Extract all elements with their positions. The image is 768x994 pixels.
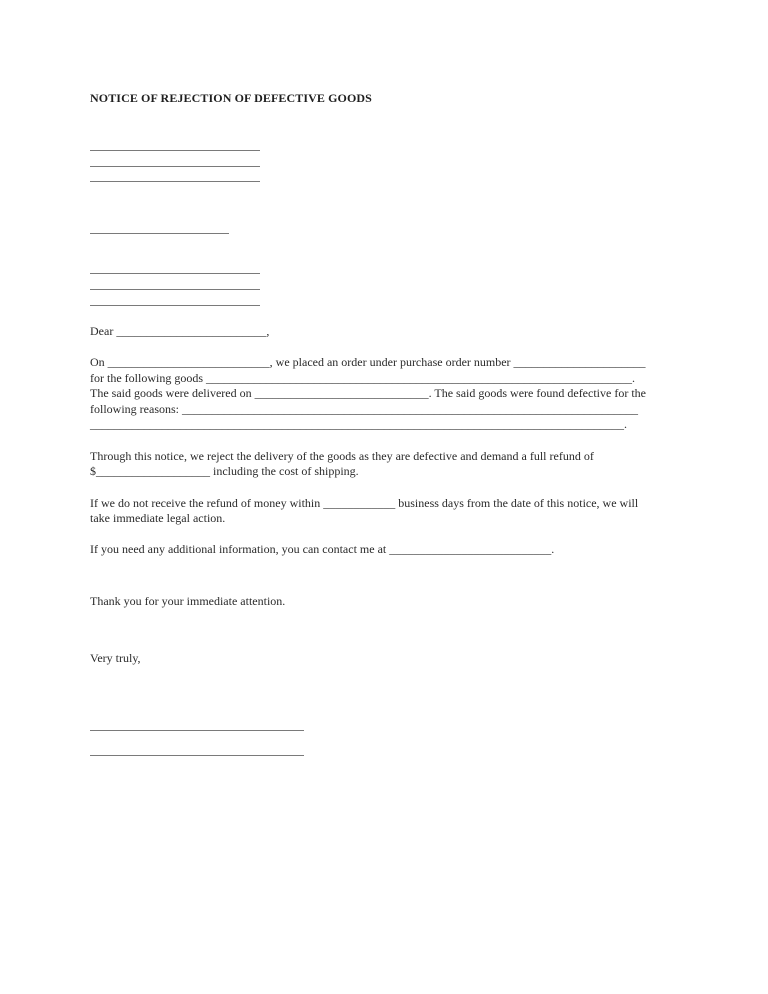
paragraph-1-line-1: On ___________________________, we placed an order under purchase order number ______________________ [90,355,646,369]
paragraph-1-line-4: following reasons: ____________________________________________________________________________ [90,402,638,416]
paragraph-4: If you need any additional information, you can contact me at ___________________________. [90,542,555,556]
closing: Very truly, [90,651,141,665]
document-title: NOTICE OF REJECTION OF DEFECTIVE GOODS [90,91,372,105]
sender-address-line-2 [90,166,260,167]
sender-address-line-1 [90,150,260,151]
salutation: Dear _________________________, [90,324,270,338]
paragraph-1-line-3: The said goods were delivered on _____________________________. The said goods were found defective for the [90,386,646,400]
recipient-address-line-1 [90,273,260,274]
paragraph-3-line-2: take immediate legal action. [90,511,226,525]
signature-line [90,730,304,731]
paragraph-3-line-1: If we do not receive the refund of money within ____________ business days from the date of this notice, we will [90,496,639,510]
paragraph-1-line-2: for the following goods _______________________________________________________________________. [90,371,635,385]
sender-address-line-3 [90,181,260,182]
date-line [90,233,229,234]
recipient-address-line-2 [90,289,260,290]
paragraph-2-line-1: Through this notice, we reject the delivery of the goods as they are defective and demand a full refund of [90,449,594,463]
recipient-address-line-3 [90,305,260,306]
thanks-line: Thank you for your immediate attention. [90,594,286,608]
paragraph-2-line-2: $___________________ including the cost of shipping. [90,464,359,478]
paragraph-1-line-5: _________________________________________________________________________________________. [90,417,627,431]
printed-name-line [90,755,304,756]
